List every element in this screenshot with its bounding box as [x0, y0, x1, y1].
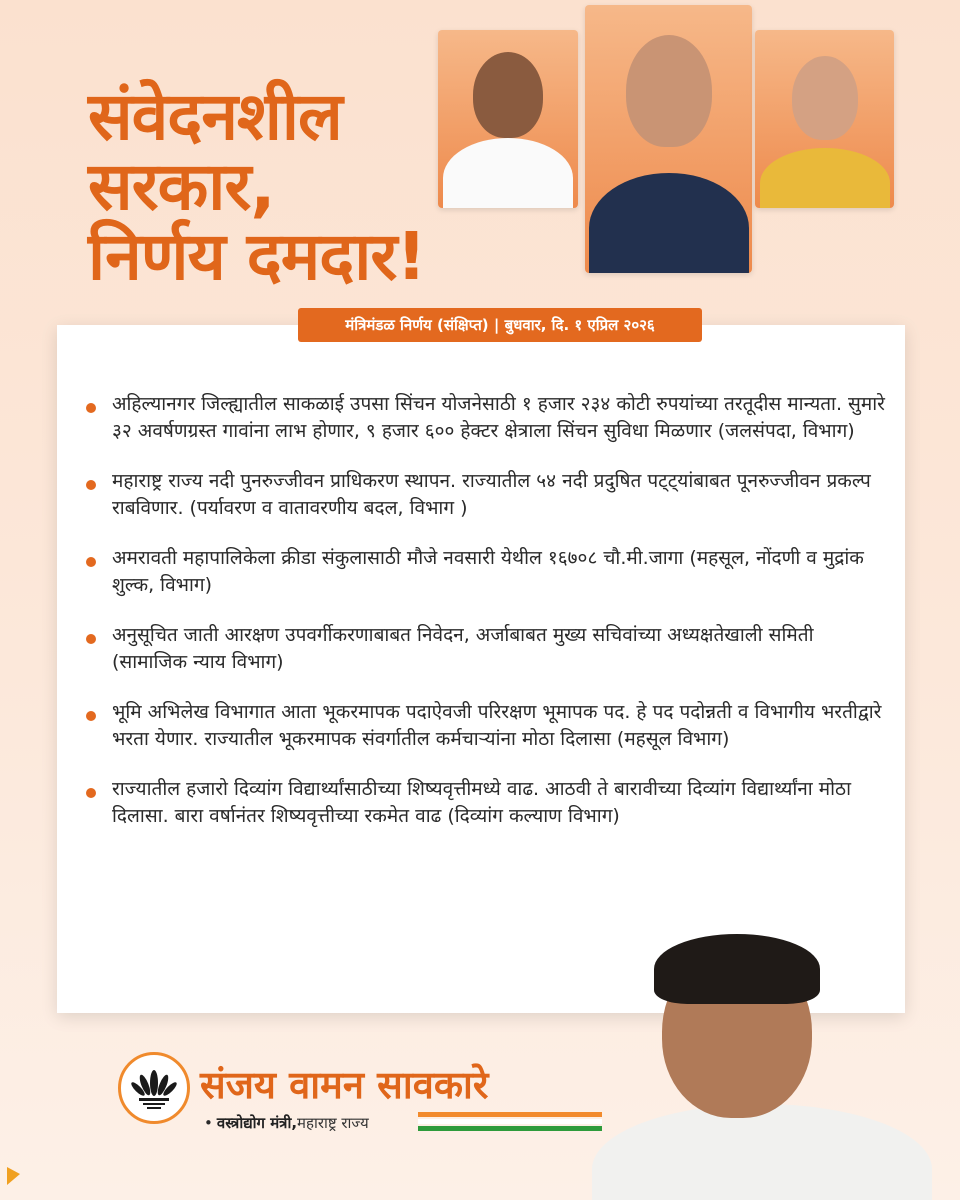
- bullet-icon: [86, 557, 96, 567]
- minister-portrait: [592, 928, 932, 1200]
- decision-text: भूमि अभिलेख विभागात आता भूकरमापक पदाऐवजी परिरक्षण भूमापक पद. हे पद पदोन्नती व विभागीय भरतीद्वारे भरता येणार. राज्यातील भूकरमापक संवर्गातील कर्मचाऱ्यांना मोठा दिलासा (महसूल विभाग): [112, 700, 882, 750]
- decision-item: [86, 545, 886, 599]
- decision-item: [86, 699, 886, 753]
- leader-portrait-right: [755, 30, 894, 208]
- portrait-hair: [654, 934, 820, 1004]
- decision-text: अमरावती महापालिकेला क्रीडा संकुलासाठी मौजे नवसारी येथील १६७०८ चौ.मी.जागा (महसूल, नोंदणी व मुद्रांक शुल्क, विभाग): [112, 546, 864, 596]
- white-band: [418, 1119, 602, 1124]
- leader-portrait-center: [585, 5, 752, 273]
- title-bullet: •: [204, 1114, 213, 1132]
- decisions-card: [57, 325, 905, 1013]
- corner-mark-icon: [4, 1164, 26, 1188]
- saffron-band: [418, 1112, 602, 1117]
- portrait-body: [760, 148, 890, 208]
- portrait-head: [792, 56, 858, 140]
- portrait-body: [589, 173, 749, 273]
- decision-item: [86, 468, 886, 522]
- minister-state: महाराष्ट्र राज्य: [297, 1114, 369, 1132]
- decision-item: [86, 622, 886, 676]
- headline-line-2: सरकार,: [88, 148, 275, 225]
- portrait-body: [443, 138, 573, 208]
- decision-text: अहिल्यानगर जिल्ह्यातील साकळाई उपसा सिंचन योजनेसाठी १ हजार २३४ कोटी रुपयांच्या तरतूदीस मान्यता. सुमारे ३२ अवर्षणग्रस्त गावांना लाभ होणार, ९ हजार ६०० हेक्टर क्षेत्राला सिंचन सुविधा मिळणार (जलसंपदा, विभाग): [112, 393, 885, 442]
- decision-text: अनुसूचित जाती आरक्षण उपवर्गीकरणाबाबत निवेदन, अर्जाबाबत मुख्य सचिवांच्या अध्यक्षतेखाली समिती (सामाजिक न्याय विभाग): [112, 623, 814, 673]
- bullet-icon: [86, 634, 96, 644]
- decision-list: [86, 391, 886, 853]
- bullet-icon: [86, 403, 96, 413]
- headline-line-1: संवेदनशील: [88, 78, 342, 155]
- bullet-icon: [86, 711, 96, 721]
- portrait-head: [473, 52, 543, 138]
- decision-item: [86, 391, 886, 445]
- minister-role: वस्त्रोद्योग मंत्री,: [216, 1114, 298, 1132]
- portrait-body: [592, 1104, 932, 1200]
- leader-portrait-left: [438, 30, 578, 208]
- headline: [88, 78, 448, 295]
- decision-item: [86, 776, 886, 830]
- decision-text: राज्यातील हजारो दिव्यांग विद्यार्थ्यांसाठीच्या शिष्यवृत्तीमध्ये वाढ. आठवी ते बारावीच्या दिव्यांग विद्यार्थ्यांना मोठा दिलासा. बारा वर्षानंतर शिष्यवृत्तीच्या रकमेत वाढ (दिव्यांग कल्याण विभाग): [112, 777, 852, 827]
- lotus-logo-icon: [118, 1052, 190, 1124]
- bullet-icon: [86, 788, 96, 798]
- decision-text: महाराष्ट्र राज्य नदी पुनरुज्जीवन प्राधिकरण स्थापन. राज्यातील ५४ नदी प्रदुषित पट्ट्यांबाबत पूनरुज्जीवन प्रकल्प राबविणार. (पर्यावरण व वातावरणीय बदल, विभाग ): [112, 469, 871, 519]
- green-band: [418, 1126, 602, 1131]
- minister-name: संजय वामन सावकारे: [200, 1063, 489, 1107]
- headline-line-3: निर्णय दमदार!: [88, 218, 426, 295]
- portrait-head: [626, 35, 712, 147]
- tricolor-stripe: [418, 1112, 602, 1132]
- date-banner: मंत्रिमंडळ निर्णय (संक्षिप्त) | बुधवार, दि. १ एप्रिल २०२६: [298, 308, 702, 342]
- bullet-icon: [86, 480, 96, 490]
